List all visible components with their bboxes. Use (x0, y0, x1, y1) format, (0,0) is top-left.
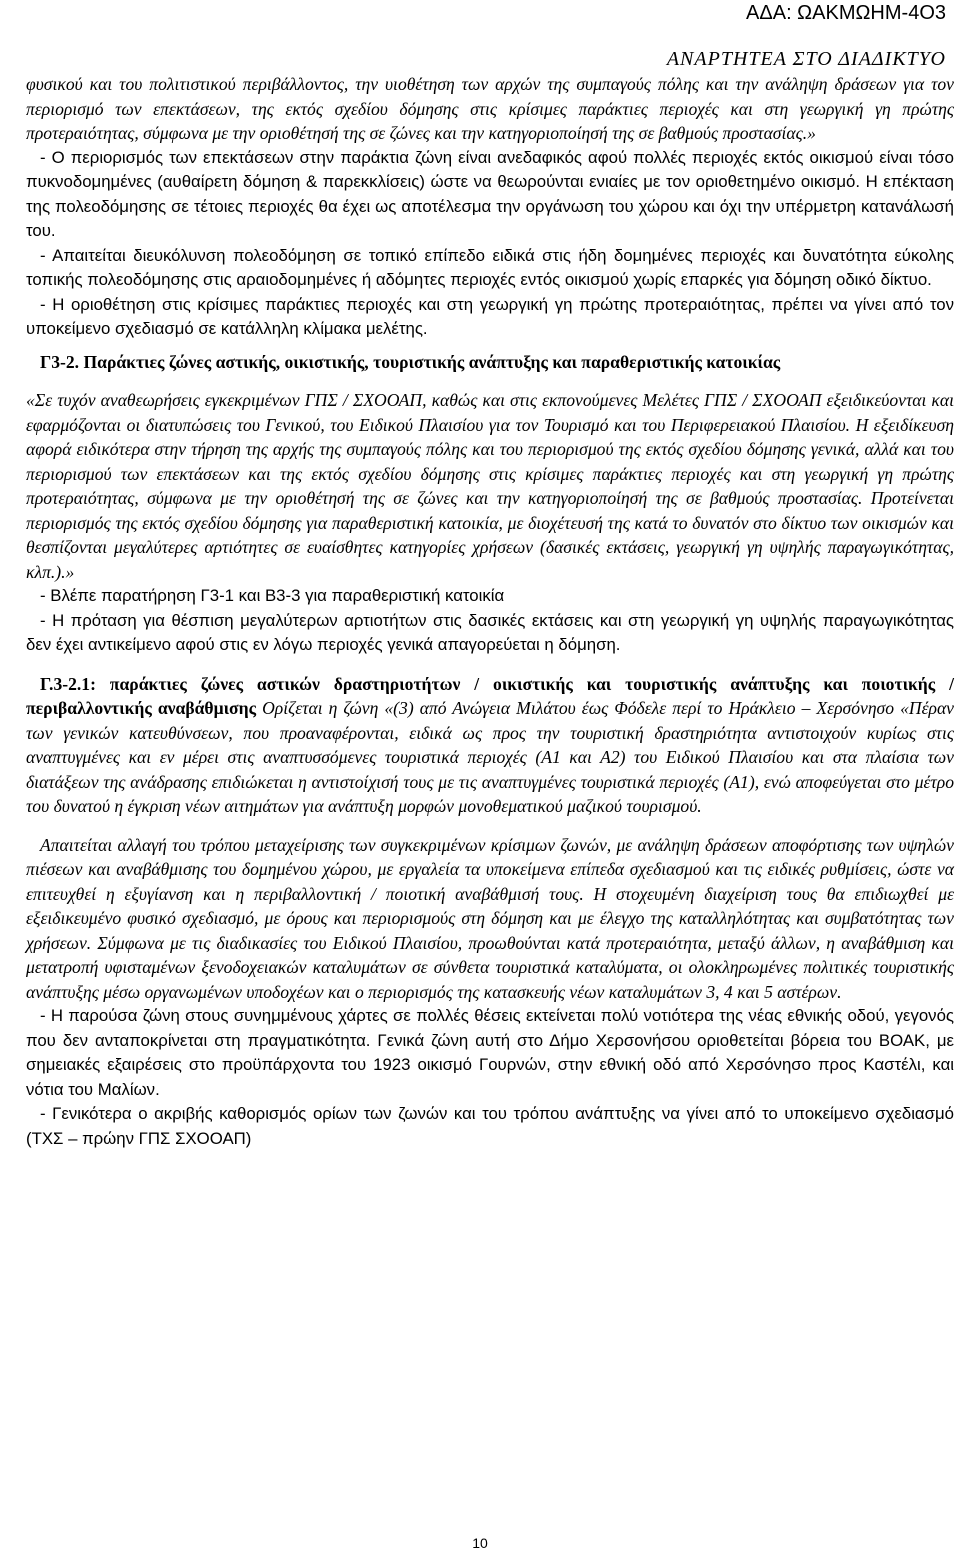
page-number: 10 (472, 1535, 488, 1551)
section-heading-g3-2-1: Γ.3-2.1: παράκτιες ζώνες αστικών δραστηριοτήτων / οικιστικής και τουριστικής ανάπτυξης και ποιοτικής / περιβαλλοντικής αναβάθμισης (26, 673, 954, 718)
ada-code: ΑΔΑ: ΩΑΚΜΩΗΜ-4Ο3 (746, 2, 946, 24)
posting-label: ΑΝΑΡΤΗΤΕΑ ΣΤΟ ΔΙΑΔΙΚΤΥΟ (666, 48, 946, 70)
paragraph-comment-1: - Ο περιορισμός των επεκτάσεων στην παράκτια ζώνη είναι ανεδαφικός αφού πολλές περιοχές εκτός οικισμού είναι τόσο πυκνοδομημένες (αυθαίρετη δόμηση & παρεκκλίσεις) ώστε να θεωρούνται ενιαίες με τον οριοθετημένο οικισμό. Η επέκταση της πολεοδόμησης σε τέτοιες περιοχές θα έχει ως αποτέλεσμα την οργάνωση του χώρου και όχι την υπέρμετρη κατανάλωσή του. (26, 147, 954, 240)
paragraph-comment-6: - Η παρούσα ζώνη στους συνημμένους χάρτες σε πολλές θέσεις εκτείνεται πολύ νοτιότερα της νέας εθνικής οδού, γεγονός που δεν ανταποκρίνεται στη πραγματικότητα. Γενικά ζώνη αυτή στο Δήμο Χερσονήσου οριοθετείται βόρεια του ΒΟΑΚ, με σημειακές εξαιρέσεις στο προϋπάρχοντα του 1923 οικισμό Γουρνών, στην εθνική οδό από Χερσόνησο προς Καστέλι, και νότια του Μαλίων. (26, 1006, 954, 1099)
paragraph-quote-g3-2: «Σε τυχόν αναθεωρήσεις εγκεκριμένων ΓΠΣ / ΣΧΟΟΑΠ, καθώς και στις εκπονούμενες Μελέτες ΓΠΣ / ΣΧΟΟΑΠ εξειδικεύονται και εφαρμόζονται οι διατυπώσεις του Γενικού, του Ειδικού Πλαισίου για τον Τουρισμό και του Περιφερειακού Πλαισίου. Η εξειδίκευση αφορά ειδικότερα στην τήρηση της αρχής της συμπαγούς πόλης και του περιορισμού της εκτός σχεδίου δόμησης γενικά, αλλά και του περιορισμού των επεκτάσεων και της εκτός σχεδίου δόμησης στις κρίσιμες παράκτιες περιοχές και στη γεωργική γη πρώτης προτεραιότητας, σύμφωνα με την οριοθέτησή της σε ζώνες και την κατηγοριοποίησή της σε βαθμούς προστασίας. Προτείνεται περιορισμός της εκτός σχεδίου δόμησης για παραθεριστική κατοικία, με διοχέτευσή της κατά το δυνατόν στο δίκτυο των οικισμών και θεσπίζονται μεγαλύτερες αρτιότητες σε ευαίσθητες κατηγορίες χρήσεων (δασικές εκτάσεις, γεωργική γη υψηλής παραγωγικότητας, κλπ.).» (26, 390, 954, 582)
paragraph-comment-4: - Βλέπε παρατήρηση Γ3-1 και Β3-3 για παραθεριστική κατοικία (40, 586, 505, 605)
paragraph-comment-7: - Γενικότερα ο ακριβής καθορισμός ορίων των ζωνών και του τρόπου ανάπτυξης να γίνει από το υποκείμενο σχεδιασμό (ΤΧΣ – πρώην ΓΠΣ ΣΧΟΟΑΠ) (26, 1104, 954, 1148)
paragraph-quote-critical-zones: Απαιτείται αλλαγή του τρόπου μεταχείρισης των συγκεκριμένων κρίσιμων ζωνών, με ανάληψη δράσεων αποφόρτισης των υψηλών πιέσεων και αναβάθμισης του δομημένου χώρου, με εργαλεία τα υποκείμενα επίπεδα σχεδιασμού και τις ειδικές ρυθμίσεις, ώστε να επιτευχθεί η εξυγίανση και η περιβαλλοντική / ποιοτική αναβάθμισή τους. Η στοχευμένη διαχείριση τους θα επιδιωχθεί με εξειδικευμένο φυσικό σχεδιασμό, με όρους και περιορισμούς στη δόμηση και με έλεγχο της καταλληλότητας και συμβατότητας των χρήσεων. Σύμφωνα με τις διαδικασίες του Ειδικού Πλαισίου, προωθούνται κατά προτεραιότητα, μεταξύ άλλων, η αναβάθμιση και μετατροπή υφισταμένων ξενοδοχειακών καταλυμάτων σε σύνθετα τουριστικά καταλύματα, οι ολοκληρωμένες πολιτικές τουριστικής ανάπτυξης μέσω οργανωμένων υποδοχέων και ο περιορισμός της κατασκευής νέων καταλυμάτων 3, 4 και 5 αστέρων. (26, 834, 954, 1002)
paragraph-comment-2: - Απαιτείται διευκόλυνση πολεοδόμηση σε τοπικό επίπεδο ειδικά στις ήδη δομημένες περιοχές και δυνατότητα εύκολης τοπικής πολεοδόμησης στις αραιοδομημένες ή αδόμητες περιοχές εντός οικισμού χωρίς επαρκές για δόμηση οδικό δίκτυο. (26, 245, 954, 289)
paragraph-comment-5: - Η πρόταση για θέσπιση μεγαλύτερων αρτιοτήτων στις δασικές εκτάσεις και στη γεωργική γη υψηλής παραγωγικότητας δεν έχει αντικείμενο αφού στις εν λόγω περιοχές γενικά απαγορεύεται η δόμηση. (26, 610, 954, 654)
section-heading-g3-2: Γ3-2. Παράκτιες ζώνες αστικής, οικιστικής, τουριστικής ανάπτυξης και παραθεριστικής κατοικίας (40, 351, 781, 372)
paragraph-quote-end: φυσικού και του πολιτιστικού περιβάλλοντος, την υιοθέτηση των αρχών της συμπαγούς πόλης και την ανάληψη δράσεων για τον περιορισμό των επεκτάσεων, της εκτός σχεδίου δόμησης στις κρίσιμες παράκτιες περιοχές και στη γεωργική γη πρώτης προτεραιότητας, σύμφωνα με την οριοθέτησή της σε ζώνες και την κατηγοριοποίησή της σε βαθμούς προστασίας.» (26, 74, 954, 143)
document-body (26, 72, 954, 1151)
paragraph-comment-3: - Η οριοθέτηση στις κρίσιμες παράκτιες περιοχές και στη γεωργική γη πρώτης προτεραιότητας, πρέπει να γίνει από τον υποκείμενο σχεδιασμό σε κατάλληλη κλίμακα μελέτης. (26, 294, 954, 338)
section-quote-g3-2-1: Ορίζεται η ζώνη «(3) από Ανώγεια Μιλάτου έως Φόδελε περί το Ηράκλειο – Χερσόνησο «Πέραν των γενικών κατευθύνσεων, που προαναφέρονται, ειδικά ως προς την τουριστική δραστηριότητα αντιστοιχούν κυρίως στις αναπτυγμένες και εν μέρει στις αναπτυσσόμενες τουριστικά περιοχές (Α1 και Α2) του Ειδικού Πλαισίου και στα πλαίσια των διατάξεων της ανάδρασης επιδιώκεται η αντιστοίχισή τους με τις αναπτυγμένες τουριστικά περιοχές (Α1), ενώ αποφεύγεται στο μέτρο του δυνατού η έγκριση νέων αιτημάτων για ανάπτυξη μορφών μονοθεματικού μαζικού τουρισμού. (26, 698, 954, 816)
section-g3-2-1 (26, 672, 954, 819)
